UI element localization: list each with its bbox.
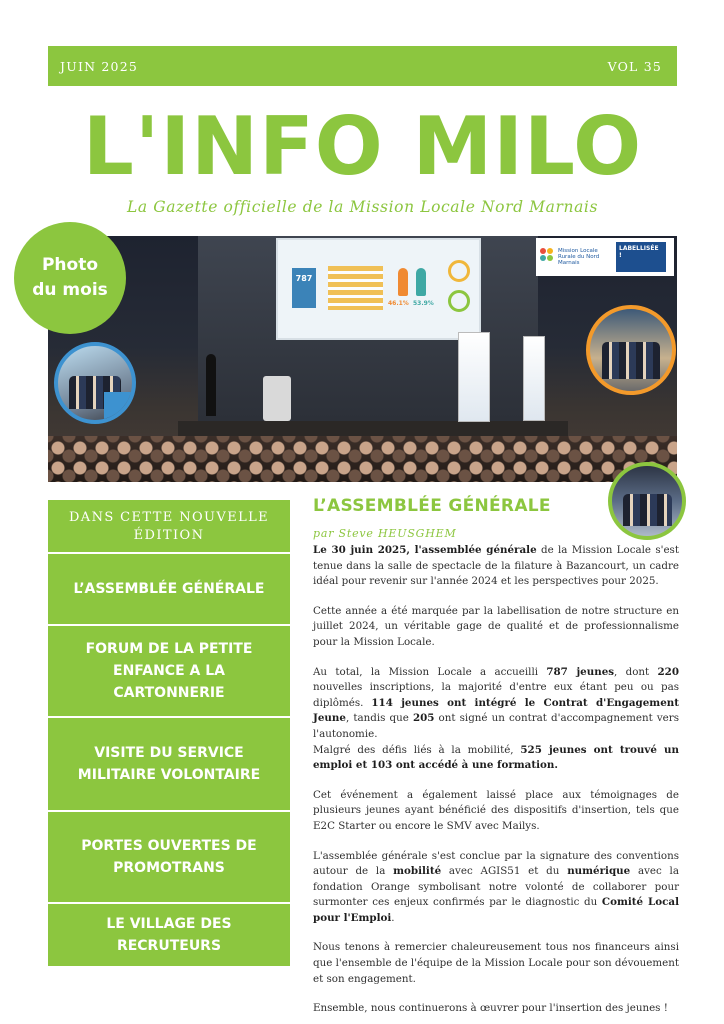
- article-paragraph: [313, 849, 679, 927]
- badge-line-2: du mois: [32, 280, 108, 300]
- text-run: de la Mission Locale s'est tenue dans la salle de spectacle de la filature à Bazancourt, un cadre idéal pour revenir sur l'année 2024 et les perspectives pour 2025.: [313, 544, 679, 588]
- article-paragraph: Cet événement a également laissé place aux témoignages de plusieurs jeunes ayant bénéficié des dispositifs d'insertion, tels que E2C Starter ou encore le SMV avec Mailys.: [313, 788, 679, 832]
- text-run: avec la fondation Orange symbolisant notre volonté de collaborer pour surmonter ces enjeux confirmés par le diagnostic du: [313, 865, 679, 909]
- person-icon: [398, 268, 408, 296]
- podium: [263, 376, 291, 421]
- inset-photo-left: [54, 342, 136, 424]
- article-paragraph: Ensemble, nous continuerons à œuvrer pour l'insertion des jeunes !: [313, 1002, 668, 1015]
- text-run: L'assemblée générale s'est conclue par la signature des conventions autour de la: [313, 849, 679, 878]
- logo-text: Mission Locale Rurale du Nord Marnais: [558, 248, 600, 266]
- screen-table: [328, 266, 383, 310]
- article-byline: par Steve HEUSGHEM: [313, 527, 457, 540]
- bold-run: 220: [657, 665, 679, 678]
- inset-people: [602, 342, 659, 379]
- bold-run: 114 jeunes ont intégré le Contrat d'Engagement Jeune: [313, 696, 679, 725]
- roll-up-banner: [523, 336, 545, 421]
- newsletter-subtitle: La Gazette officielle de la Mission Locale Nord Marnais: [126, 198, 599, 216]
- donut-chart: [448, 290, 470, 312]
- article-title: L’ASSEMBLÉE GÉNÉRALE: [313, 496, 551, 516]
- pin-corner: [104, 392, 134, 422]
- text-run: Au total, la Mission Locale a accueilli: [313, 665, 547, 678]
- text-run: .: [391, 911, 395, 924]
- bold-run: mobilité: [393, 865, 442, 878]
- photo-of-the-month: [48, 236, 677, 482]
- article: [313, 496, 679, 1017]
- bold-run: Le 30 juin 2025, l'assemblée générale: [313, 544, 537, 556]
- toc-item-village[interactable]: LE VILLAGE DES RECRUTEURS: [48, 902, 290, 966]
- mission-locale-logo: [536, 238, 674, 276]
- text-run: , dont: [614, 665, 658, 678]
- text-run: nouvelles inscriptions, la majorité d'entre eux étant peu ou pas diplômés.: [313, 681, 679, 709]
- projection-screen: [276, 238, 481, 340]
- text-run: avec AGIS51 et du: [441, 865, 568, 878]
- header-bar: [48, 46, 677, 86]
- bold-run: 205: [412, 712, 435, 725]
- paragraph-line: [313, 744, 679, 772]
- toc-item-forum[interactable]: FORUM DE LA PETITE ENFANCE A LA CARTONNERIE: [48, 624, 290, 716]
- article-paragraph: [313, 665, 679, 774]
- roll-up-banner: [458, 332, 490, 422]
- label-badge: LABELLISÉE !: [616, 242, 666, 272]
- audience: [48, 436, 677, 482]
- paragraph-line: [313, 666, 679, 740]
- screen-stat-number: 787: [292, 268, 316, 308]
- donut-chart: [448, 260, 470, 282]
- person-icon: [416, 268, 426, 296]
- toc-item-promotrans[interactable]: PORTES OUVERTES DE PROMOTRANS: [48, 810, 290, 902]
- text-run: , tandis que: [345, 712, 413, 725]
- screen-pct-2: 53.9%: [413, 300, 434, 307]
- bold-run: numérique: [567, 865, 631, 878]
- inset-photo-right: [586, 305, 676, 395]
- issue-volume: VOL 35: [607, 58, 662, 74]
- table-of-contents: [48, 500, 290, 966]
- toc-heading: DANS CETTE NOUVELLE ÉDITION: [48, 500, 290, 552]
- toc-item-assemblee[interactable]: L’ASSEMBLÉE GÉNÉRALE: [48, 552, 290, 624]
- screen-pct-1: 46.1%: [388, 300, 409, 307]
- toc-item-smv[interactable]: VISITE DU SERVICE MILITAIRE VOLONTAIRE: [48, 716, 290, 810]
- bold-run: 525 jeunes ont trouvé un emploi et 103 ont accédé à une formation.: [313, 743, 679, 772]
- speaker: [206, 354, 216, 416]
- newsletter-title: L'INFO MILO: [82, 100, 643, 193]
- article-paragraph: Nous tenons à remercier chaleureusement tous nos financeurs ainsi que l'ensemble de l'équipe de la Mission Locale pour son dévouement et son engagement.: [313, 941, 679, 985]
- badge-line-1: Photo: [41, 255, 99, 275]
- logo-dots-icon: [540, 248, 554, 266]
- bold-run: Comité Local pour l'Emploi: [313, 896, 679, 924]
- photo-badge: [14, 222, 126, 334]
- text-run: ont signé un contrat d'accompagnement vers l'autonomie.: [313, 712, 679, 740]
- article-paragraph: [313, 543, 679, 590]
- text-run: Malgré des défis liés à la mobilité,: [313, 743, 521, 756]
- issue-date: JUIN 2025: [60, 58, 139, 74]
- article-paragraph: Cette année a été marquée par la labellisation de notre structure en juillet 2024, un véritable gage de qualité et de professionnalisme pour la Mission Locale.: [313, 604, 679, 648]
- bold-run: 787 jeunes: [546, 665, 615, 678]
